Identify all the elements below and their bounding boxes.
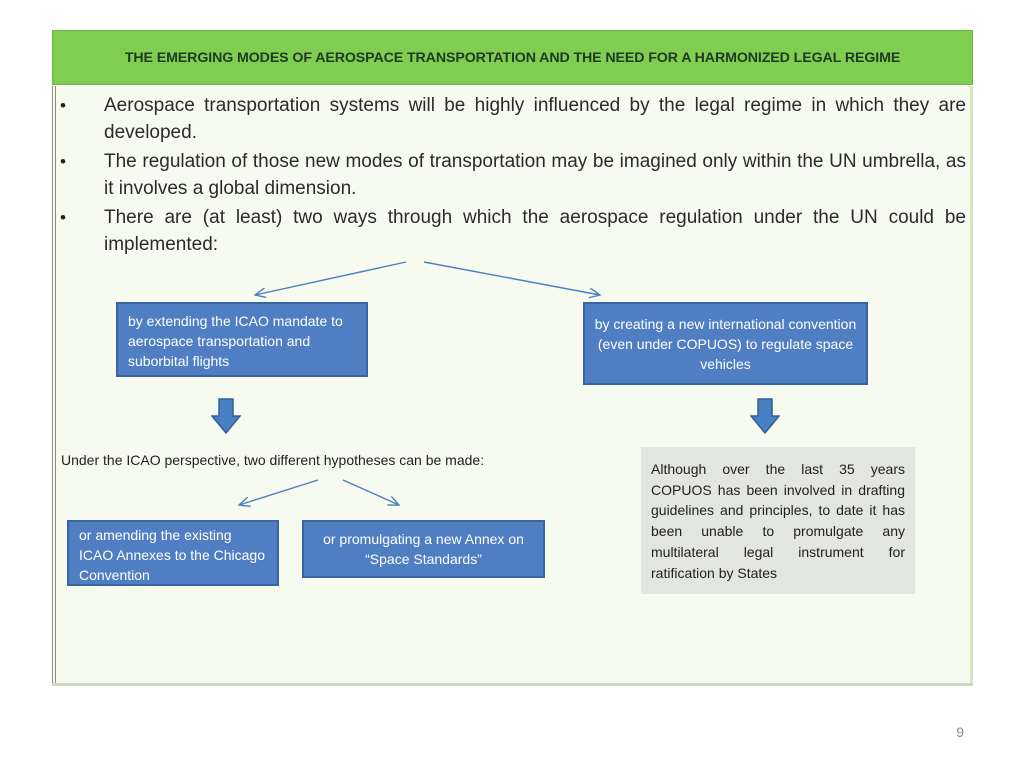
bullet-marker: • (60, 152, 66, 171)
new-annex-box (302, 520, 545, 578)
down-arrow-icon (750, 398, 780, 434)
bullet-item (56, 204, 966, 258)
copuos-note-text: Although over the last 35 years COPUOS has been involved in drafting guidelines and principles, to date it has been unable to promulgate any multilateral legal instrument for ratification by States (651, 461, 905, 581)
icao-mandate-text: by extending the ICAO mandate to aerospace transportation and suborbital flights (128, 313, 343, 369)
amend-annexes-box (67, 520, 279, 586)
bullet-item (56, 92, 966, 146)
icao-mandate-box (116, 302, 368, 377)
bullet-marker: • (60, 208, 66, 227)
page-number: 9 (956, 724, 964, 740)
new-convention-box (583, 302, 868, 385)
content-panel (52, 86, 973, 686)
new-convention-text: by creating a new international convention (even under COPUOS) to regulate space vehicles (594, 315, 857, 372)
bullet-text: There are (at least) two ways through which the aerospace regulation under the UN could be implemented: (104, 207, 966, 255)
bullet-text: Aerospace transportation systems will be highly influenced by the legal regime in which they are developed. (104, 95, 966, 143)
copuos-note-box (641, 447, 915, 594)
new-annex-text: or promulgating a new Annex on “Space Standards” (323, 531, 524, 567)
down-arrow-icon (211, 398, 241, 434)
slide-title: THE EMERGING MODES OF AEROSPACE TRANSPORTATION AND THE NEED FOR A HARMONIZED LEGAL REGIME (124, 49, 901, 66)
icao-hypotheses-text: Under the ICAO perspective, two different hypotheses can be made: (61, 452, 485, 468)
amend-annexes-text: or amending the existing ICAO Annexes to the Chicago Convention (79, 527, 265, 583)
bullet-marker: • (60, 96, 66, 115)
bullet-item (56, 148, 966, 202)
bullet-text: The regulation of those new modes of transportation may be imagined only within the UN umbrella, as it involves a global dimension. (104, 151, 966, 199)
bullet-list (56, 92, 966, 260)
slide-header (52, 30, 973, 85)
